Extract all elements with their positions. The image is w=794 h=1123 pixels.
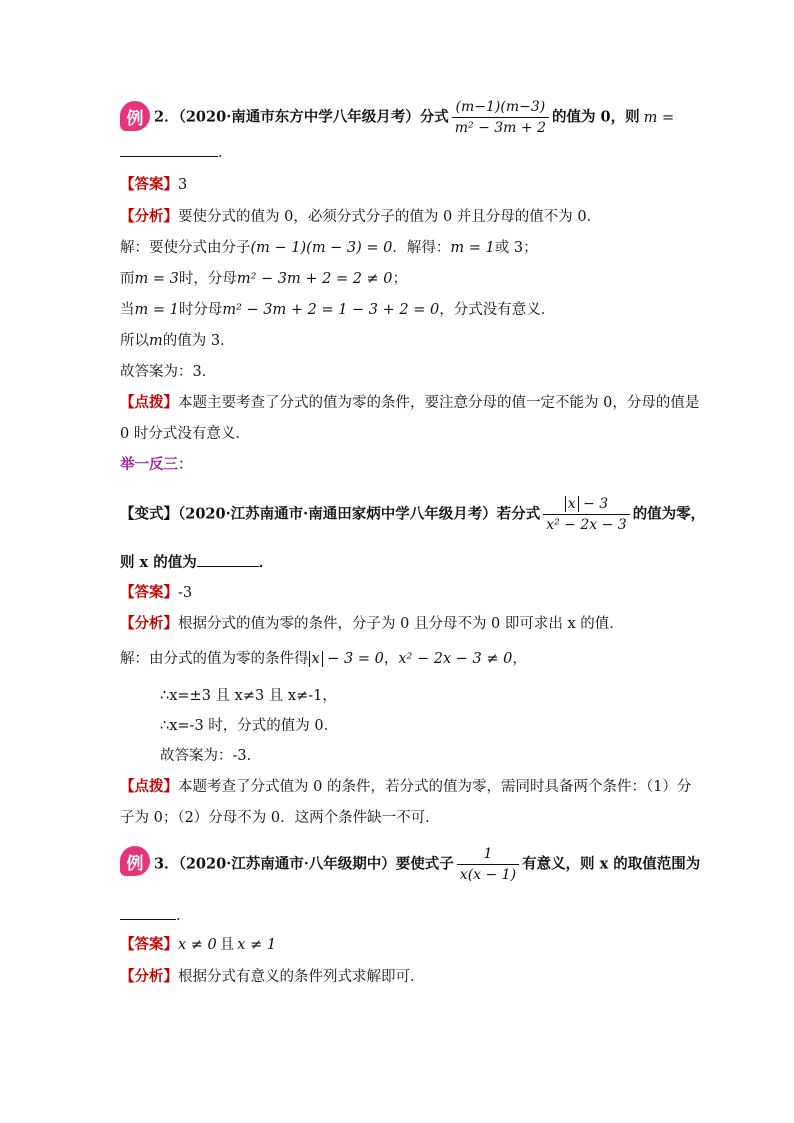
math-expression: m² − 3m + 2 = 1 − 3 + 2 = 0	[222, 302, 440, 318]
solution-text: ，	[383, 651, 399, 667]
answer-line	[120, 935, 276, 955]
answer-blank	[120, 142, 218, 157]
variant-question	[120, 495, 705, 534]
analysis-text: 要使分式的值为 0，必须分式分子的值为 0 并且分母的值不为 0．	[178, 209, 602, 225]
question-text: 的值为零，	[632, 505, 706, 523]
question-text: 要使式子	[395, 855, 454, 873]
solution-text: ∴x=±3 且 x≠3 且 x≠-1，	[160, 688, 337, 704]
variant-question-cont	[120, 552, 273, 573]
answer-text: 且	[219, 937, 235, 953]
solution-text: ，	[512, 651, 527, 667]
solution-text: 而	[120, 271, 135, 287]
answer-line	[120, 583, 192, 603]
solution-line-1	[120, 238, 538, 258]
solution-text: 或 3；	[494, 240, 538, 256]
question-source: （2020·江苏南通市·八年级期中）	[178, 855, 396, 873]
analysis-text: 根据分式有意义的条件列式求解即可．	[178, 969, 425, 985]
math-expression: x ≠ 1	[237, 937, 277, 953]
answer-line	[120, 175, 187, 195]
example-badge-icon: 例	[120, 101, 150, 131]
fraction-denominator: x² − 2x − 3	[546, 517, 627, 533]
analysis-line	[120, 614, 624, 634]
analysis-tag: 【分析】	[120, 968, 178, 985]
solution-line-2	[120, 269, 407, 289]
solution-text: 时，分母	[178, 271, 237, 287]
answer-value: 3	[178, 177, 188, 193]
answer-blank	[197, 552, 259, 567]
analysis-line	[120, 207, 601, 227]
math-expression: m² − 3m + 2 = 2 ≠ 0	[236, 271, 393, 287]
math-expression: x² − 2x − 3 ≠ 0	[398, 651, 513, 667]
question-text: 有意义，则 x 的取值范围为	[522, 855, 701, 873]
punctuation: ．	[258, 554, 274, 571]
math-expression: m = 1	[134, 302, 179, 318]
question-source: （2020·江苏南通市·南通田家炳中学八年级月考）	[178, 505, 497, 523]
punctuation: .	[218, 145, 223, 161]
analysis-text: 根据分式的值为零的条件，分子为 0 且分母不为 0 即可求出 x 的值．	[178, 616, 624, 632]
fraction-numerator: 1	[457, 845, 519, 865]
solution-text: ；	[392, 271, 408, 287]
question-text: 若分式	[496, 505, 541, 523]
solution-line-2	[160, 686, 337, 706]
analysis-tag: 【分析】	[120, 615, 178, 632]
answer-blank-line	[120, 142, 223, 163]
question-source: （2020·南通市东方中学八年级月考）	[178, 108, 420, 126]
solution-text: ∴x=-3 时，分式的值为 0．	[160, 718, 339, 734]
solution-text: 故答案为：3．	[120, 364, 217, 380]
math-expression: m	[149, 333, 163, 349]
tip-line-2	[120, 808, 440, 828]
example-number: 2．	[154, 108, 179, 126]
question-text: 则 x 的值为	[120, 554, 197, 571]
solution-text: 时分母	[178, 302, 223, 318]
fraction-denominator: m² − 3m + 2	[454, 120, 546, 136]
fraction-numerator	[543, 495, 629, 515]
numerator-rest: − 3	[578, 496, 609, 512]
solution-text: ．解得：	[392, 240, 451, 256]
solution-text: 所以	[120, 333, 149, 349]
fraction	[452, 98, 549, 137]
example-number: 3．	[154, 855, 179, 873]
variant-tag: 【变式】	[120, 505, 178, 523]
solution-text: 解：由分式的值为零的条件得	[120, 651, 309, 667]
example-2-question	[154, 98, 674, 137]
tip-text: 本题考查了分式值为 0 的条件，若分式的值为零，需同时具备两个条件：（1）分	[178, 779, 692, 795]
solution-text: 的值为 3．	[162, 333, 235, 349]
answer-blank-line	[120, 905, 191, 926]
tip-text: 子为 0；（2）分母不为 0．这两个条件缺一不可．	[120, 810, 440, 826]
solution-line-5	[120, 362, 216, 382]
absolute-value: x	[565, 496, 579, 512]
answer-tag: 【答案】	[120, 936, 178, 953]
answer-blank	[120, 905, 176, 920]
tip-tag: 【点拨】	[120, 394, 178, 411]
practice-heading	[120, 455, 193, 475]
punctuation: ．	[176, 908, 191, 924]
fraction-numerator: (m−1)(m−3)	[452, 98, 549, 118]
math-expression: m = 3	[134, 271, 179, 287]
tip-line-1	[120, 393, 699, 413]
solution-text: 故答案为：-3．	[160, 748, 262, 764]
question-text: 分式	[419, 108, 449, 126]
tip-text: 0 时分式没有意义．	[120, 426, 250, 442]
absolute-value: x	[309, 651, 323, 667]
tip-line-2	[120, 424, 250, 444]
analysis-tag: 【分析】	[120, 208, 178, 225]
fraction	[543, 495, 629, 534]
tip-line-1	[120, 777, 691, 797]
math-expression: x ≠ 0	[178, 937, 217, 953]
tip-text: 本题主要考查了分式的值为零的条件，要注意分母的值一定不能为 0，分母的值是	[178, 395, 700, 411]
solution-text: 解：要使分式由分子	[120, 240, 251, 256]
example-3-question	[154, 845, 700, 884]
analysis-line	[120, 967, 425, 987]
example-badge-icon: 例	[120, 846, 150, 876]
practice-heading-text: 举一反三：	[120, 456, 193, 473]
solution-line-4	[160, 746, 261, 766]
solution-line-1	[120, 649, 527, 669]
solution-line-3	[160, 716, 338, 736]
question-variable: m =	[643, 109, 675, 126]
fraction	[457, 845, 519, 884]
answer-tag: 【答案】	[120, 176, 178, 193]
math-expression: (m − 1)(m − 3) = 0	[250, 240, 393, 256]
math-expression	[309, 651, 384, 667]
fraction-denominator: x(x − 1)	[459, 867, 517, 883]
tip-tag: 【点拨】	[120, 778, 178, 795]
solution-line-4	[120, 331, 235, 351]
answer-value: -3	[178, 585, 193, 601]
solution-text: ，分式没有意义．	[439, 302, 556, 318]
solution-text: 当	[120, 302, 135, 318]
expression-rest: − 3 = 0	[322, 651, 384, 667]
solution-line-3	[120, 300, 555, 320]
question-text: 的值为 0，则	[552, 108, 640, 126]
answer-tag: 【答案】	[120, 584, 178, 601]
math-expression: m = 1	[450, 240, 495, 256]
